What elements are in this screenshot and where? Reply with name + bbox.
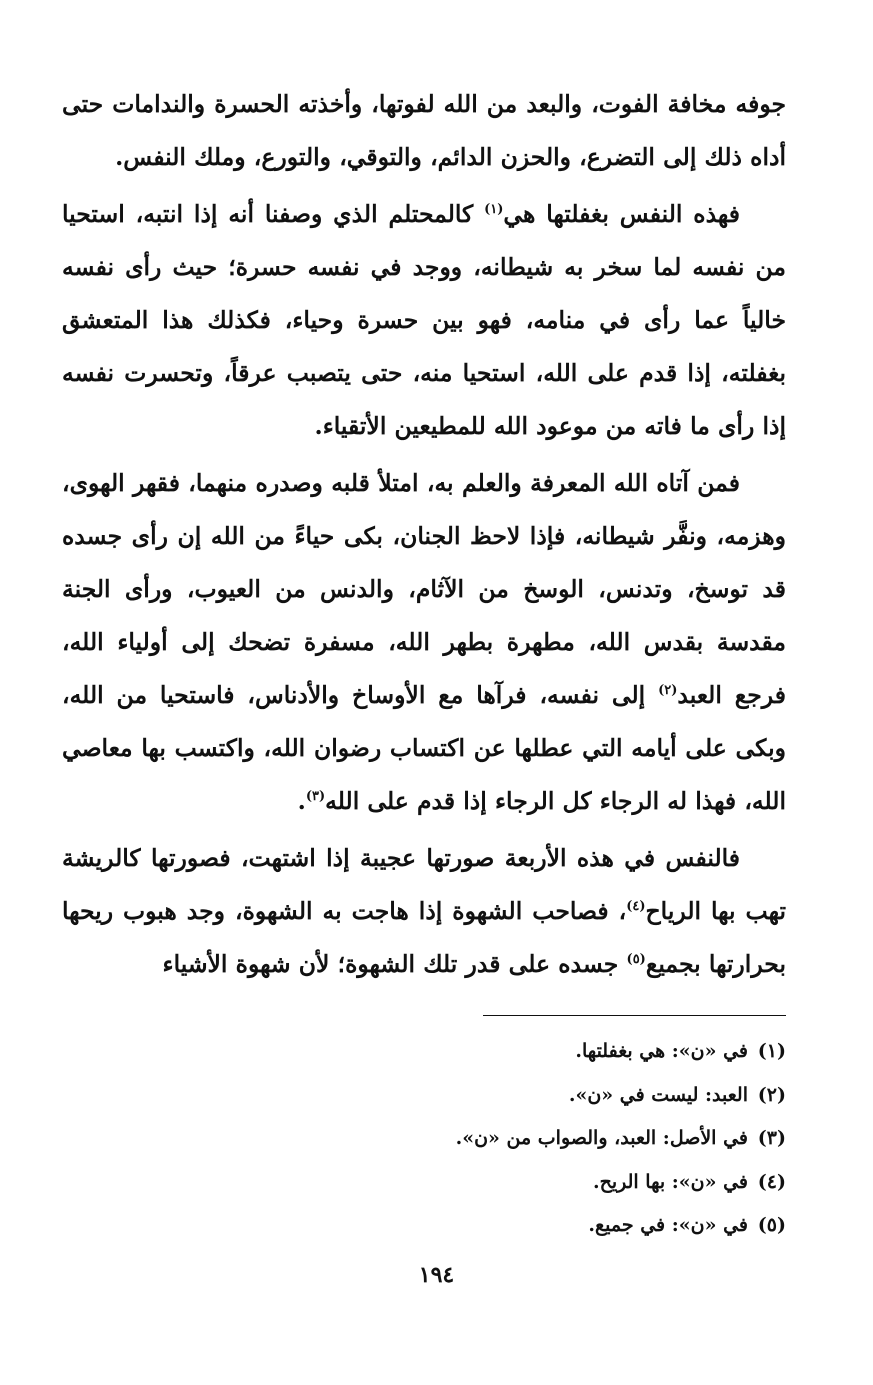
paragraph <box>62 78 786 184</box>
footnote-item <box>186 1117 786 1161</box>
paragraph-text: فمن آتاه الله المعرفة والعلم به، امتلأ قلبه وصدره منهما، فقهر الهوى، وهزمه، ونفَّر شيطانه، فإذا لاحظ الجنان، بكى حياءً من الله إن رأى جسده قد توسخ، وتدنس، الوسخ من الآثام، والدنس من العيوب، ورأى الجنة مقدسة بقدس الله، مطهرة بطهر الله، مسفرة تضحك إلى أولياء الله، فرجع العبد <box>62 469 786 709</box>
footnote-reference[interactable]: (٥) <box>626 952 646 968</box>
body-text <box>62 78 786 991</box>
footnote-item <box>186 1161 786 1205</box>
footnote-separator <box>483 1015 786 1016</box>
paragraph <box>62 457 786 828</box>
paragraph-text: فالنفس في هذه الأربعة صورتها عجيبة إذا اشتهت، فصورتها كالريشة تهب بها الرياح <box>62 844 786 925</box>
footnote-number: (٥) <box>757 1214 786 1236</box>
paragraph <box>62 188 786 453</box>
footnote-text: في «ن»: هي بغفلتها. <box>575 1040 748 1062</box>
paragraph-text: إلى نفسه، فرآها مع الأوساخ والأدناس، فاستحيا من الله، وبكى على أيامه التي عطلها عن اكتساب رضوان الله، واكتسب بها معاصي الله، فهذا له الرجاء كل الرجاء إذا قدم على الله <box>62 681 786 815</box>
footnote-number: (٤) <box>757 1170 786 1193</box>
paragraph-text: جسده على قدر تلك الشهوة؛ لأن شهوة الأشياء <box>162 950 627 978</box>
paragraph-text: فهذه النفس بغفلتها هي <box>503 200 740 228</box>
footnote-item <box>186 1030 786 1074</box>
footnote-text: في «ن»: في جميع. <box>588 1214 748 1236</box>
footnote-reference[interactable]: (٤) <box>626 899 646 915</box>
page-number: ١٩٤ <box>418 1262 455 1288</box>
footnote-text: في الأصل: العبد، والصواب من «ن». <box>455 1127 748 1149</box>
footnotes <box>186 1030 786 1248</box>
footnote-text: في «ن»: بها الريح. <box>592 1170 748 1193</box>
footnote-reference[interactable]: (١) <box>484 202 504 218</box>
footnote-reference[interactable]: (٢) <box>658 683 678 699</box>
paragraph-text: ، فصاحب الشهوة إذا هاجت به الشهوة، وجد هبوب ريحها بحرارتها بجميع <box>62 897 786 978</box>
footnote-reference[interactable]: (٣) <box>305 789 326 805</box>
footnote-number: (٢) <box>757 1083 786 1106</box>
footnote-item <box>186 1204 786 1248</box>
paragraph-text: . <box>297 787 306 815</box>
footnote-text: العبد: ليست في «ن». <box>568 1083 748 1106</box>
paragraph <box>62 832 786 991</box>
footnote-number: (٣) <box>757 1127 786 1149</box>
footnote-number: (١) <box>757 1040 786 1062</box>
paragraph-text: جوفه مخافة الفوت، والبعد من الله لفوتها، وأخذته الحسرة والندامات حتى أداه ذلك إلى التضرع، والحزن الدائم، والتوقي، والتورع، وملك النفس. <box>62 90 786 171</box>
paragraph-text: كالمحتلم الذي وصفنا أنه إذا انتبه، استحيا من نفسه لما سخر به شيطانه، ووجد في نفسه حسرة؛ حيث رأى نفسه خالياً عما رأى في منامه، فهو بين حسرة وحياء، فكذلك هذا المتعشق بغفلته، إذا قدم على الله، استحيا منه، حتى يتصبب عرقاً، وتحسرت نفسه إذا رأى ما فاته من موعود الله للمطيعين الأتقياء. <box>62 200 786 440</box>
footnote-item <box>186 1074 786 1118</box>
main-text <box>62 78 786 991</box>
